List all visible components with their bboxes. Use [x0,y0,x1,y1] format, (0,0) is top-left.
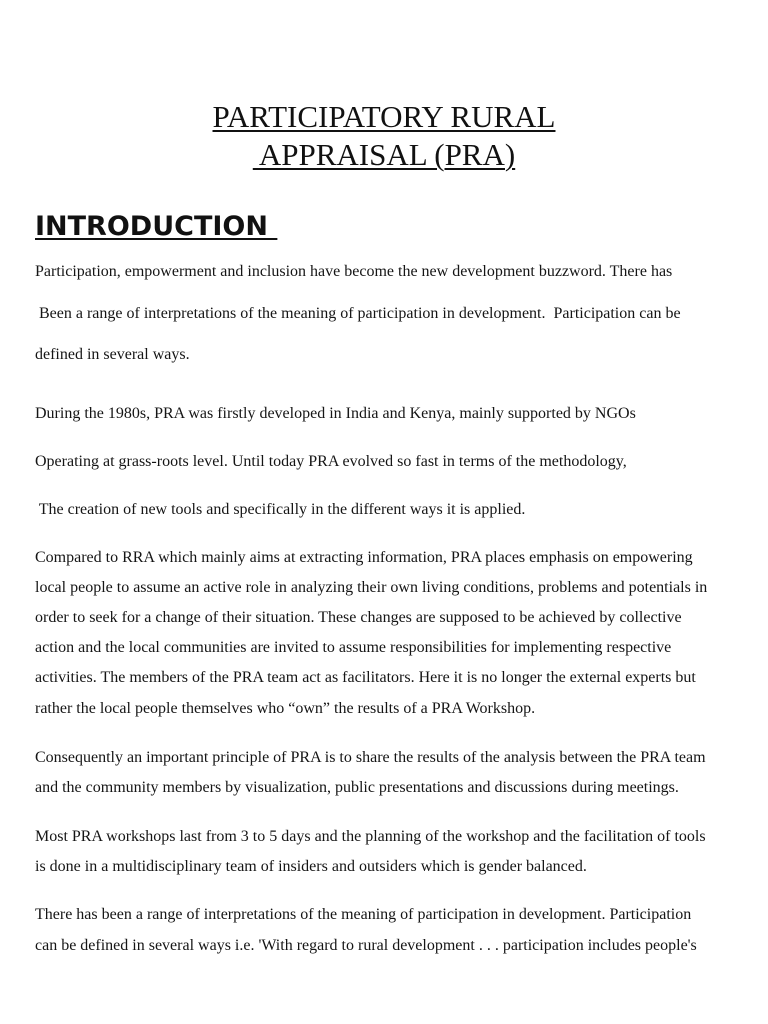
body-text-line: Most PRA workshops last from 3 to 5 days and the planning of the workshop and the facilitation of tools [35,828,706,845]
body-text-line: local people to assume an active role in analyzing their own living conditions, problems and potentials in [35,579,708,596]
body-text-line: The creation of new tools and specifically in the different ways it is applied. [35,501,526,518]
title-line-1: PARTICIPATORY RURAL [212,99,556,134]
title-line-2: APPRAISAL (PRA) [252,137,516,172]
body-text-line: There has been a range of interpretations of the meaning of participation in development. Participation [35,906,692,923]
body-text-line: is done in a multidisciplinary team of insiders and outsiders which is gender balanced. [35,858,587,875]
body-text-line: Compared to RRA which mainly aims at extracting information, PRA places emphasis on empowering [35,549,693,566]
body-text-line: activities. The members of the PRA team act as facilitators. Here it is no longer the external experts but [35,669,696,686]
body-text-line: Been a range of interpretations of the meaning of participation in development. Participation can be [35,305,681,322]
body-text-line: and the community members by visualization, public presentations and discussions during meetings. [35,779,679,796]
body-text-line: action and the local communities are invited to assume responsibilities for implementing respective [35,639,672,656]
body-text-line: Consequently an important principle of PRA is to share the results of the analysis between the PRA team [35,749,706,766]
body-text-line: order to seek for a change of their situation. These changes are supposed to be achieved by collective [35,609,682,626]
body-text-line: defined in several ways. [35,346,190,363]
document-title [0,98,768,174]
body-text-line: Operating at grass-roots level. Until today PRA evolved so fast in terms of the methodology, [35,453,627,470]
body-text-line: can be defined in several ways i.e. 'With regard to rural development . . . participation includes people's [35,937,697,954]
section-heading-introduction: INTRODUCTION [35,211,278,242]
body-text-line: During the 1980s, PRA was firstly developed in India and Kenya, mainly supported by NGOs [35,405,636,422]
body-text-line: rather the local people themselves who “own” the results of a PRA Workshop. [35,700,536,717]
body-text-line: Participation, empowerment and inclusion have become the new development buzzword. There has [35,263,673,280]
